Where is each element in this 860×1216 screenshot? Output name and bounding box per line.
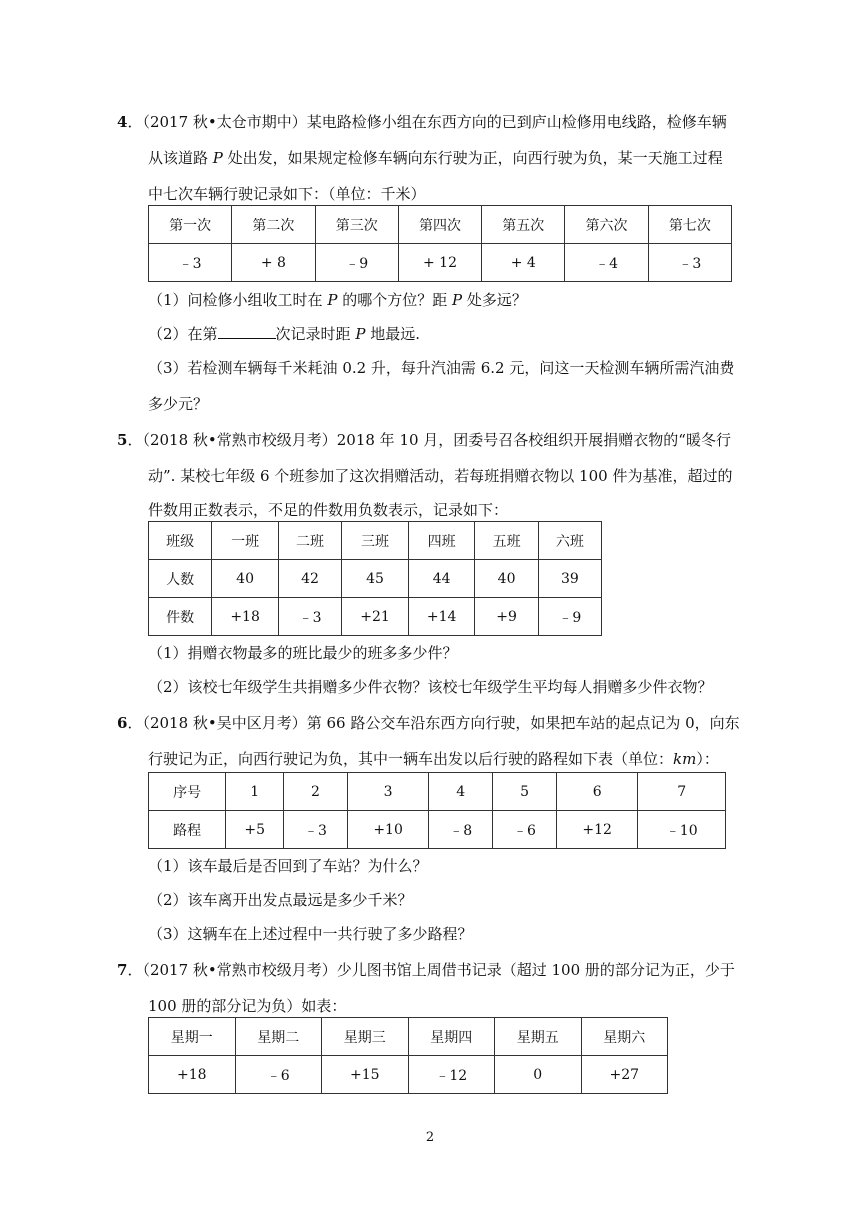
table-cell: ﹣6 xyxy=(493,811,557,849)
table-cell: 3 xyxy=(347,773,428,811)
table-cell: 0 xyxy=(495,1056,582,1094)
table-cell: 6 xyxy=(556,773,637,811)
table-cell: 第四次 xyxy=(398,206,481,244)
table-row xyxy=(149,1018,668,1056)
table-cell: 第三次 xyxy=(315,206,398,244)
q6-text-2a: 行驶记为正，向西行驶记为负，其中一辆车出发以后行驶的路程如下表（单位： xyxy=(148,750,674,768)
table-cell: 2 xyxy=(284,773,348,811)
table-cell: 第二次 xyxy=(232,206,315,244)
table-row xyxy=(149,1056,668,1094)
q5-sub-2: （2）该校七年级学生共捐赠多少件衣物？该校七年级学生平均每人捐赠多少件衣物？ xyxy=(148,678,713,696)
table-cell: 7 xyxy=(638,773,726,811)
q4-sub-3-line-1: （3）若检测车辆每千米耗油 0.2 升，每升汽油需 6.2 元，问这一天检测车辆所需汽油费 xyxy=(148,359,735,377)
table-cell: 路程 xyxy=(149,811,226,849)
q4-sub2-p: P xyxy=(355,325,366,343)
table-cell: 四班 xyxy=(408,522,475,560)
table-cell: 人数 xyxy=(149,560,212,598)
q6-sub-3: （3）这辆车在上述过程中一共行驶了多少路程？ xyxy=(148,925,473,943)
q6-unit-km: km xyxy=(673,750,697,768)
table-cell: +18 xyxy=(212,598,279,636)
table-cell: +21 xyxy=(342,598,409,636)
table-row xyxy=(149,206,732,244)
q7-text-1: ．（2017 秋•常熟市校级月考）少儿图书馆上周借书记录（超过 100 册的部分记为正，少于 xyxy=(127,961,735,979)
q7-line-2: 100 册的部分记为负）如表： xyxy=(148,997,347,1015)
table-row xyxy=(149,598,602,636)
table-cell: 第六次 xyxy=(565,206,648,244)
q5-sub-1: （1）捐赠衣物最多的班比最少的班多多少件？ xyxy=(148,644,458,662)
q6-table xyxy=(148,772,726,849)
table-cell: +14 xyxy=(408,598,475,636)
table-cell: 5 xyxy=(493,773,557,811)
table-cell: ﹣4 xyxy=(565,244,648,282)
table-cell: 45 xyxy=(342,560,409,598)
q4-var-p: P xyxy=(212,149,223,167)
q6-sub-2: （2）该车离开出发点最远是多少千米？ xyxy=(148,891,413,909)
table-cell: 1 xyxy=(226,773,284,811)
table-cell: 4 xyxy=(429,773,493,811)
q4-sub1-p2: P xyxy=(451,291,463,309)
q4-sub2-c: 地最远. xyxy=(365,325,420,343)
table-cell: 六班 xyxy=(538,522,601,560)
table-cell: 五班 xyxy=(475,522,538,560)
table-cell: ﹣3 xyxy=(149,244,232,282)
table-cell: 星期三 xyxy=(322,1018,409,1056)
q7-table xyxy=(148,1017,668,1094)
table-cell: ﹣3 xyxy=(284,811,348,849)
q4-number: 4 xyxy=(117,113,128,131)
q4-table xyxy=(148,205,732,282)
table-cell: +18 xyxy=(149,1056,236,1094)
table-cell: 一班 xyxy=(212,522,279,560)
table-cell: + 8 xyxy=(232,244,315,282)
q4-sub1-b: 的哪个方位？距 xyxy=(337,291,452,309)
table-cell: 星期五 xyxy=(495,1018,582,1056)
table-cell: 40 xyxy=(212,560,279,598)
q7-number: 7 xyxy=(117,961,128,979)
q4-sub-2 xyxy=(148,324,748,344)
table-cell: 星期四 xyxy=(408,1018,495,1056)
table-cell: 39 xyxy=(538,560,601,598)
q5-line-2: 动”. 某校七年级 6 个班参加了这次捐赠活动，若每班捐赠衣物以 100 件为基准，超过的 xyxy=(148,467,733,485)
q6-sub-1: （1）该车最后是否回到了车站？为什么？ xyxy=(148,857,428,875)
table-cell: +15 xyxy=(322,1056,409,1094)
q4-text-1: ．（2017 秋•太仓市期中）某电路检修小组在东西方向的已到庐山检修用电线路，检修车辆 xyxy=(127,113,727,131)
table-row xyxy=(149,522,602,560)
q4-text-2a: 从该道路 xyxy=(148,149,213,167)
q4-sub2-b: 次记录时距 xyxy=(275,325,356,343)
table-cell: ﹣12 xyxy=(408,1056,495,1094)
table-cell: +12 xyxy=(556,811,637,849)
table-cell: 第一次 xyxy=(149,206,232,244)
q4-line-3: 中七次车辆行驶记录如下：（单位：千米） xyxy=(148,185,426,203)
q4-line-1 xyxy=(117,112,727,132)
table-cell: ﹣8 xyxy=(429,811,493,849)
q6-line-1 xyxy=(117,713,740,733)
table-cell: ﹣9 xyxy=(315,244,398,282)
q5-line-3: 件数用正数表示，不足的件数用负数表示，记录如下： xyxy=(148,501,509,519)
table-cell: ﹣6 xyxy=(235,1056,322,1094)
table-cell: 星期二 xyxy=(235,1018,322,1056)
q7-line-1 xyxy=(117,960,735,980)
q5-number: 5 xyxy=(117,431,128,449)
table-cell: 件数 xyxy=(149,598,212,636)
q4-sub1-c: 处多远？ xyxy=(462,291,527,309)
table-cell: ﹣10 xyxy=(638,811,726,849)
q6-line-2 xyxy=(148,749,748,769)
table-cell: ﹣9 xyxy=(538,598,601,636)
table-cell: 44 xyxy=(408,560,475,598)
table-row xyxy=(149,811,726,849)
q6-number: 6 xyxy=(117,714,128,732)
table-cell: 序号 xyxy=(149,773,226,811)
table-cell: 第七次 xyxy=(648,206,731,244)
table-cell: +5 xyxy=(226,811,284,849)
table-cell: +10 xyxy=(347,811,428,849)
table-row xyxy=(149,560,602,598)
q5-line-1 xyxy=(117,430,731,450)
q4-sub1-p1: P xyxy=(327,291,338,309)
table-cell: + 4 xyxy=(482,244,565,282)
table-cell: 星期六 xyxy=(581,1018,668,1056)
table-cell: 40 xyxy=(475,560,538,598)
q4-sub-1 xyxy=(148,290,748,310)
table-cell: + 12 xyxy=(398,244,481,282)
table-cell: ﹣3 xyxy=(648,244,731,282)
table-cell: +27 xyxy=(581,1056,668,1094)
table-cell: 三班 xyxy=(342,522,409,560)
q4-sub-3-line-2: 多少元？ xyxy=(148,395,209,413)
table-cell: 第五次 xyxy=(482,206,565,244)
answer-blank[interactable] xyxy=(218,324,276,339)
table-cell: +9 xyxy=(475,598,538,636)
table-cell: 班级 xyxy=(149,522,212,560)
q6-text-2b: ）： xyxy=(696,750,719,768)
q4-text-2b: 处出发，如果规定检修车辆向东行驶为正，向西行驶为负，某一天施工过程 xyxy=(222,149,723,167)
table-cell: 42 xyxy=(278,560,341,598)
table-cell: 二班 xyxy=(278,522,341,560)
q5-text-1: ．（2018 秋•常熟市校级月考）2018 年 10 月，团委号召各校组织开展捐赠衣物的“暖冬行 xyxy=(127,431,731,449)
page-number: 2 xyxy=(425,1130,435,1145)
q6-text-1: ．（2018 秋•吴中区月考）第 66 路公交车沿东西方向行驶，如果把车站的起点记为 0，向东 xyxy=(127,714,740,732)
q4-sub2-a: （2）在第 xyxy=(148,325,218,343)
q4-line-2 xyxy=(148,148,748,168)
table-cell: 星期一 xyxy=(149,1018,236,1056)
q5-table xyxy=(148,521,602,636)
table-row xyxy=(149,244,732,282)
table-row xyxy=(149,773,726,811)
q4-sub1-a: （1）问检修小组收工时在 xyxy=(148,291,328,309)
table-cell: ﹣3 xyxy=(278,598,341,636)
